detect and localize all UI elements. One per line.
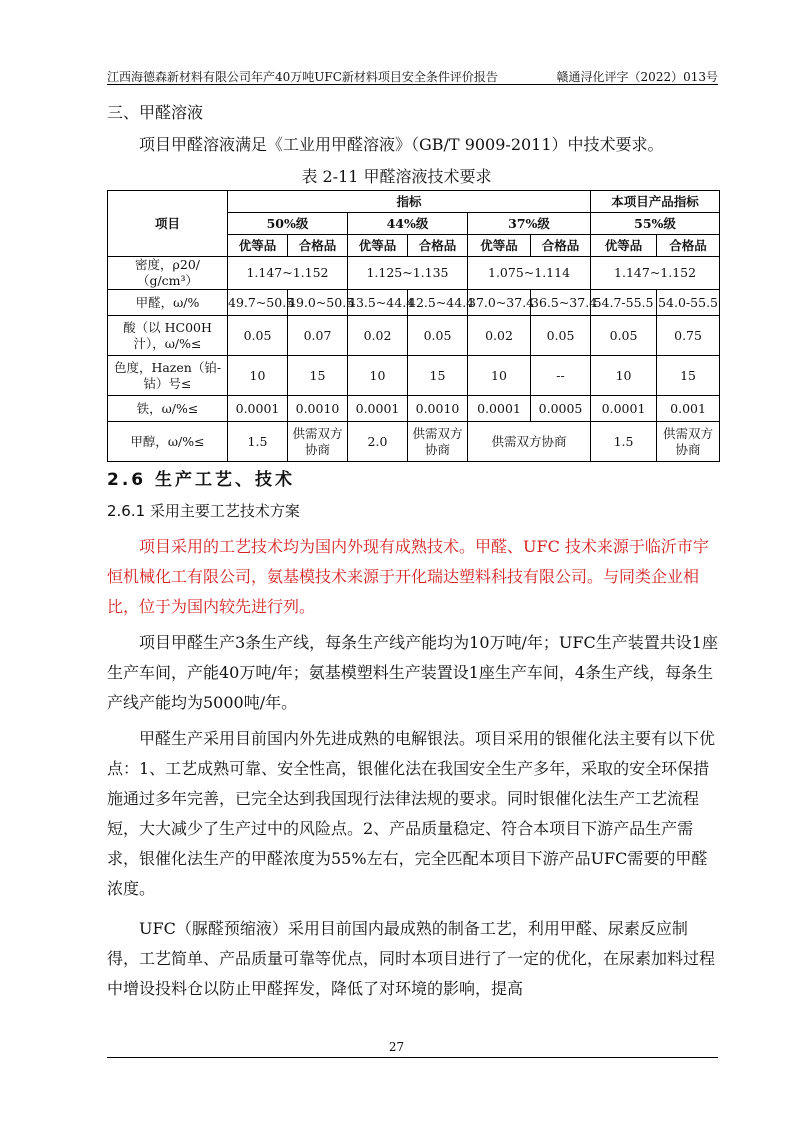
cell: 1.5: [591, 422, 657, 462]
cell: 54.0-55.5: [657, 290, 720, 316]
header-item: 项目: [108, 191, 228, 257]
cell: 0.0010: [408, 396, 468, 422]
ufc-process-paragraph: UFC（脲醛预缩液）采用目前国内最成熟的制备工艺，利用甲醛、尿素反应制得，工艺简单、产品质量可靠等优点，同时本项目进行了一定的优化，在尿素加料过程中增设投料仓以防止甲醛挥发，降低了对环境的影响，提高: [107, 919, 716, 998]
cell: 0.001: [657, 396, 720, 422]
cell: 0.05: [591, 316, 657, 356]
table-row: [108, 422, 720, 462]
cell: 15: [408, 356, 468, 396]
sub-premium: 优等品: [348, 235, 408, 257]
cell: 15: [288, 356, 348, 396]
table-row: [108, 316, 720, 356]
section-text: 项目甲醛溶液满足《工业用甲醛溶液》（GB/T 9009-2011）中技术要求。: [139, 135, 664, 154]
capacity-paragraph: 项目甲醛生产3条生产线，每条生产线产能均为10万吨/年；UFC生产装置共设1座生产车间，产能40万吨/年；氨基模塑料生产装置设1座生产车间，4条生产线，每条生产线产能均为5000吨/年。: [107, 633, 718, 712]
section-2-6-1-heading: 2.6.1 采用主要工艺技术方案: [107, 502, 300, 520]
header-doc-number: 赣通浔化评字（2022）013号: [556, 70, 718, 84]
cell: --: [531, 356, 591, 396]
cell: 43.5~44.4: [348, 290, 408, 316]
table-row: [108, 356, 720, 396]
page-number: 27: [388, 1040, 405, 1054]
table-row: [108, 396, 720, 422]
cell: 供需双方协商: [468, 422, 591, 462]
cell: 0.75: [657, 316, 720, 356]
cell: 0.02: [468, 316, 531, 356]
cell: 10: [228, 356, 288, 396]
cell: 49.7~50.5: [228, 290, 288, 316]
cell: 42.5~44.4: [408, 290, 468, 316]
footer-rule: [107, 1057, 718, 1058]
sub-premium: 优等品: [468, 235, 531, 257]
cell: 0.07: [288, 316, 348, 356]
cell: 供需双方协商: [288, 422, 348, 462]
cell: 0.0001: [468, 396, 531, 422]
cell: 0.0010: [288, 396, 348, 422]
cell: 37.0~37.4: [468, 290, 531, 316]
cell: 10: [348, 356, 408, 396]
header-indicator: 指标: [228, 191, 591, 213]
sub-qualified: 合格品: [408, 235, 468, 257]
row-label: 密度，ρ20/（g/cm³）: [108, 257, 228, 290]
sub-premium: 优等品: [591, 235, 657, 257]
cell: 0.02: [348, 316, 408, 356]
cell: 0.05: [531, 316, 591, 356]
spec-table: [107, 190, 720, 462]
row-label: 酸（以 HC00H 汁），ω/%≤: [108, 316, 228, 356]
cell: 供需双方协商: [408, 422, 468, 462]
grade-44: 44%级: [348, 213, 468, 235]
sub-premium: 优等品: [228, 235, 288, 257]
cell: 1.5: [228, 422, 288, 462]
cell: 0.0001: [348, 396, 408, 422]
sub-qualified: 合格品: [288, 235, 348, 257]
grade-50: 50%级: [228, 213, 348, 235]
cell: 2.0: [348, 422, 408, 462]
table-caption: 表 2-11 甲醛溶液技术要求: [301, 167, 492, 186]
row-label: 色度，Hazen（铂-钴）号≤: [108, 356, 228, 396]
cell: 1.147~1.152: [591, 257, 720, 290]
cell: 0.05: [228, 316, 288, 356]
grade-37: 37%级: [468, 213, 591, 235]
cell: 10: [468, 356, 531, 396]
table-row: [108, 290, 720, 316]
row-label: 铁，ω/%≤: [108, 396, 228, 422]
formaldehyde-process-paragraph: 甲醛生产采用目前国内外先进成熟的电解银法。项目采用的银催化法主要有以下优点：1、工艺成熟可靠、安全性高，银催化法在我国安全生产多年，采取的安全环保措施通过多年完善，已完全达到我国现行法律法规的要求。同时银催化法生产工艺流程短，大大减少了生产过中的风险点。2、产品质量稳定、符合本项目下游产品生产需求，银催化法生产的甲醛浓度为55%左右，完全匹配本项目下游产品UFC需要的甲醛浓度。: [107, 729, 716, 898]
cell: 0.0005: [531, 396, 591, 422]
cell: 1.075~1.114: [468, 257, 591, 290]
cell: 54.7-55.5: [591, 290, 657, 316]
row-label: 甲醇，ω/%≤: [108, 422, 228, 462]
sub-qualified: 合格品: [657, 235, 720, 257]
cell: 0.0001: [591, 396, 657, 422]
cell: 36.5~37.4: [531, 290, 591, 316]
cell: 10: [591, 356, 657, 396]
tech-source-paragraph: 项目采用的工艺技术均为国内外现有成熟技术。甲醛、UFC 技术来源于临沂市宇恒机械化工有限公司，氨基模技术来源于开化瑞达塑料科技有限公司。与同类企业相比，位于为国内较先进行列。: [107, 537, 709, 616]
cell: 15: [657, 356, 720, 396]
cell: 49.0~50.5: [288, 290, 348, 316]
grade-55: 55%级: [591, 213, 720, 235]
section-heading: 三、甲醛溶液: [107, 103, 204, 122]
cell: 供需双方协商: [657, 422, 720, 462]
cell: 1.147~1.152: [228, 257, 348, 290]
page-header: [107, 66, 718, 85]
row-label: 甲醛，ω/%: [108, 290, 228, 316]
sub-qualified: 合格品: [531, 235, 591, 257]
header-title: 江西海德森新材料有限公司年产40万吨UFC新材料项目安全条件评价报告: [107, 70, 498, 84]
header-product: 本项目产品指标: [591, 191, 720, 213]
table-row: [108, 257, 720, 290]
cell: 0.05: [408, 316, 468, 356]
cell: 1.125~1.135: [348, 257, 468, 290]
cell: 0.0001: [228, 396, 288, 422]
section-2-6-heading: 2.6 生产工艺、技术: [107, 470, 296, 490]
